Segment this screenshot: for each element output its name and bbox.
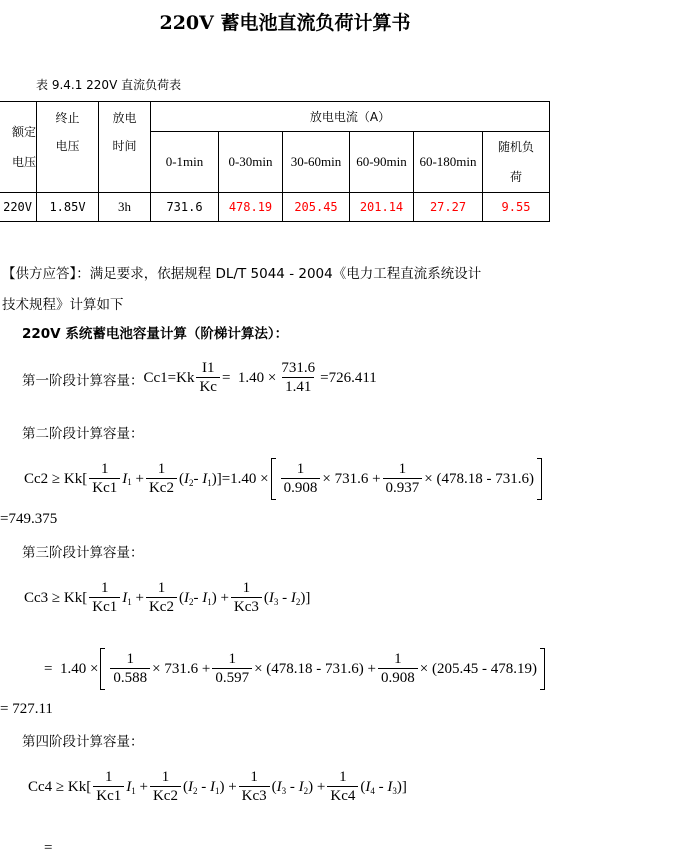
fraction	[278, 360, 318, 397]
header-text: 时间	[112, 139, 137, 153]
section-heading: 220V 系统蓄电池容量计算（阶梯计算法）：	[22, 326, 289, 342]
denominator: Kc2	[146, 597, 177, 617]
response-line-1: 【供方应答】：满足要求，依据规程 DL/T 5044 - 2004《电力工程直流系统设计	[2, 266, 482, 282]
header-text: 额定	[11, 125, 36, 139]
denominator: Kc2	[146, 478, 177, 498]
numerator: 731.6	[281, 360, 316, 376]
denominator: 0.597	[212, 668, 252, 688]
stage-4-formula: Cc4 ≥ Kk[ $\frac{1}{Kc1}$ I 1 + $\frac{1}{Kc2}$ $(I_2 - I_1)$ + $\frac{1}{Kc3}$ $(I_3 - I_2)$ + $\frac{1}{Kc4}$ $(I_4 - I_3)$]	[28, 769, 407, 804]
cell-rated-voltage: 220V	[0, 193, 37, 222]
fraction	[196, 360, 220, 397]
denominator: 0.588	[110, 668, 150, 688]
stage-3-formula: Cc3 ≥ Kk[ $\frac{1}{Kc1}$ I 1 + $\frac{1}{Kc2}$ ($I_2-$ $I_1$) + $\frac{1}{Kc3}$ $(I_3 - I_2)$]	[24, 580, 311, 615]
table-row	[0, 193, 550, 222]
stage-2-formula: Cc2 ≥ Kk[ $\frac{1}{Kc1}$ I 1 + $\frac{1}{Kc2}$ ($I_2-$ $I_1$)] =1.40 × $\frac{1}{0.908}$ × 731.6 + $\frac{1}{0.937}$ × (478.18 - 731.6)	[24, 458, 544, 500]
term: × (478.18 - 731.6)	[424, 470, 534, 487]
response-line-2: 技术规程》计算如下	[2, 297, 124, 313]
denominator: 0.908	[378, 668, 418, 688]
fraction: $\frac{1}{Kc1}$	[93, 769, 124, 806]
cell-current: 731.6	[151, 193, 219, 222]
header-text: 放电	[112, 111, 137, 125]
document-title: 220V 蓄电池直流负荷计算书	[159, 12, 411, 34]
dc-load-table	[0, 101, 550, 222]
formula-lhs: Cc1=Kk	[143, 370, 195, 386]
table-caption: 表 9.4.1 220V 直流负荷表	[36, 78, 182, 92]
stage-4-label: 第四阶段计算容量：	[22, 734, 144, 750]
cell-random-load: 9.55	[483, 193, 550, 222]
term: × 731.6 +	[152, 660, 211, 677]
fraction: $\frac{1}{0.937}$	[383, 461, 423, 498]
cell-current: 205.45	[283, 193, 350, 222]
denominator: Kc4	[327, 786, 358, 806]
cell-current: 201.14	[350, 193, 414, 222]
header-interval: 60-90min	[350, 132, 414, 193]
stage-1-formula	[22, 360, 377, 397]
term: × (478.18 - 731.6) +	[254, 660, 376, 677]
stage-label: 第一阶段计算容量：	[22, 372, 144, 389]
cell-current: 478.19	[219, 193, 283, 222]
stage-4-result: =	[44, 840, 53, 856]
denominator: Kc1	[93, 786, 124, 806]
cell-discharge-time: 3h	[99, 193, 151, 222]
header-interval: 30-60min	[283, 132, 350, 193]
denominator: Kc2	[150, 786, 181, 806]
formula-eq: = 1.40 ×	[221, 370, 277, 386]
denominator: Kc1	[89, 597, 120, 617]
numerator: I1	[201, 360, 215, 376]
fraction: $\frac{1}{Kc3}$	[239, 769, 270, 806]
fraction: $\frac{1}{Kc1}$	[89, 461, 120, 498]
term: × 731.6 +	[322, 470, 381, 487]
formula-coef: =1.40 ×	[221, 470, 269, 487]
fraction: $\frac{1}{0.597}$	[212, 651, 252, 688]
fraction: $\frac{1}{Kc2}$	[150, 769, 181, 806]
fraction: $\frac{1}{Kc3}$	[231, 580, 262, 617]
header-text: 电压	[11, 155, 36, 169]
denominator: Kc3	[239, 786, 270, 806]
cell-end-voltage: 1.85V	[37, 193, 99, 222]
header-text: 终止	[55, 111, 80, 125]
fraction: $\frac{1}{Kc4}$	[327, 769, 358, 806]
denominator: 0.937	[383, 478, 423, 498]
header-text: 随机负	[497, 140, 534, 154]
formula-lhs: Cc3 ≥ Kk[	[24, 590, 88, 606]
stage-3-result: = 727.11	[0, 701, 53, 717]
stage-3-expansion	[44, 648, 547, 690]
fraction: $\frac{1}{0.908}$	[378, 651, 418, 688]
formula-coef: = 1.40 ×	[44, 660, 99, 677]
fraction: $\frac{1}{0.588}$	[110, 651, 150, 688]
fraction: $\frac{1}{Kc2}$	[146, 580, 177, 617]
stage-2-result: =749.375	[0, 511, 58, 527]
denominator: 1.41	[282, 377, 314, 397]
cell-current: 27.27	[414, 193, 483, 222]
fraction: $\frac{1}{0.908}$	[281, 461, 321, 498]
header-interval: 0-1min	[151, 132, 219, 193]
header-text: 荷	[509, 170, 522, 184]
header-end-voltage	[37, 102, 99, 193]
header-discharge-time	[99, 102, 151, 193]
denominator: 0.908	[281, 478, 321, 498]
denominator: Kc	[196, 377, 220, 397]
denominator: Kc3	[231, 597, 262, 617]
formula-result: =726.411	[320, 370, 377, 386]
header-rated-voltage	[0, 102, 37, 193]
formula-lhs: Cc2 ≥ Kk[	[24, 470, 88, 487]
fraction: $\frac{1}{Kc1}$	[89, 580, 120, 617]
denominator: Kc1	[89, 478, 120, 498]
term: × (205.45 - 478.19)	[419, 660, 537, 677]
fraction: $\frac{1}{Kc2}$	[146, 461, 177, 498]
header-interval: 0-30min	[219, 132, 283, 193]
header-text: 电压	[55, 139, 80, 153]
stage-2-label: 第二阶段计算容量：	[22, 426, 144, 442]
stage-3-label: 第三阶段计算容量：	[22, 545, 144, 561]
formula-lhs: Cc4 ≥ Kk[	[28, 779, 92, 795]
header-interval: 60-180min	[414, 132, 483, 193]
header-discharge-current: 放电电流（A）	[151, 102, 550, 132]
header-random-load	[483, 132, 550, 193]
